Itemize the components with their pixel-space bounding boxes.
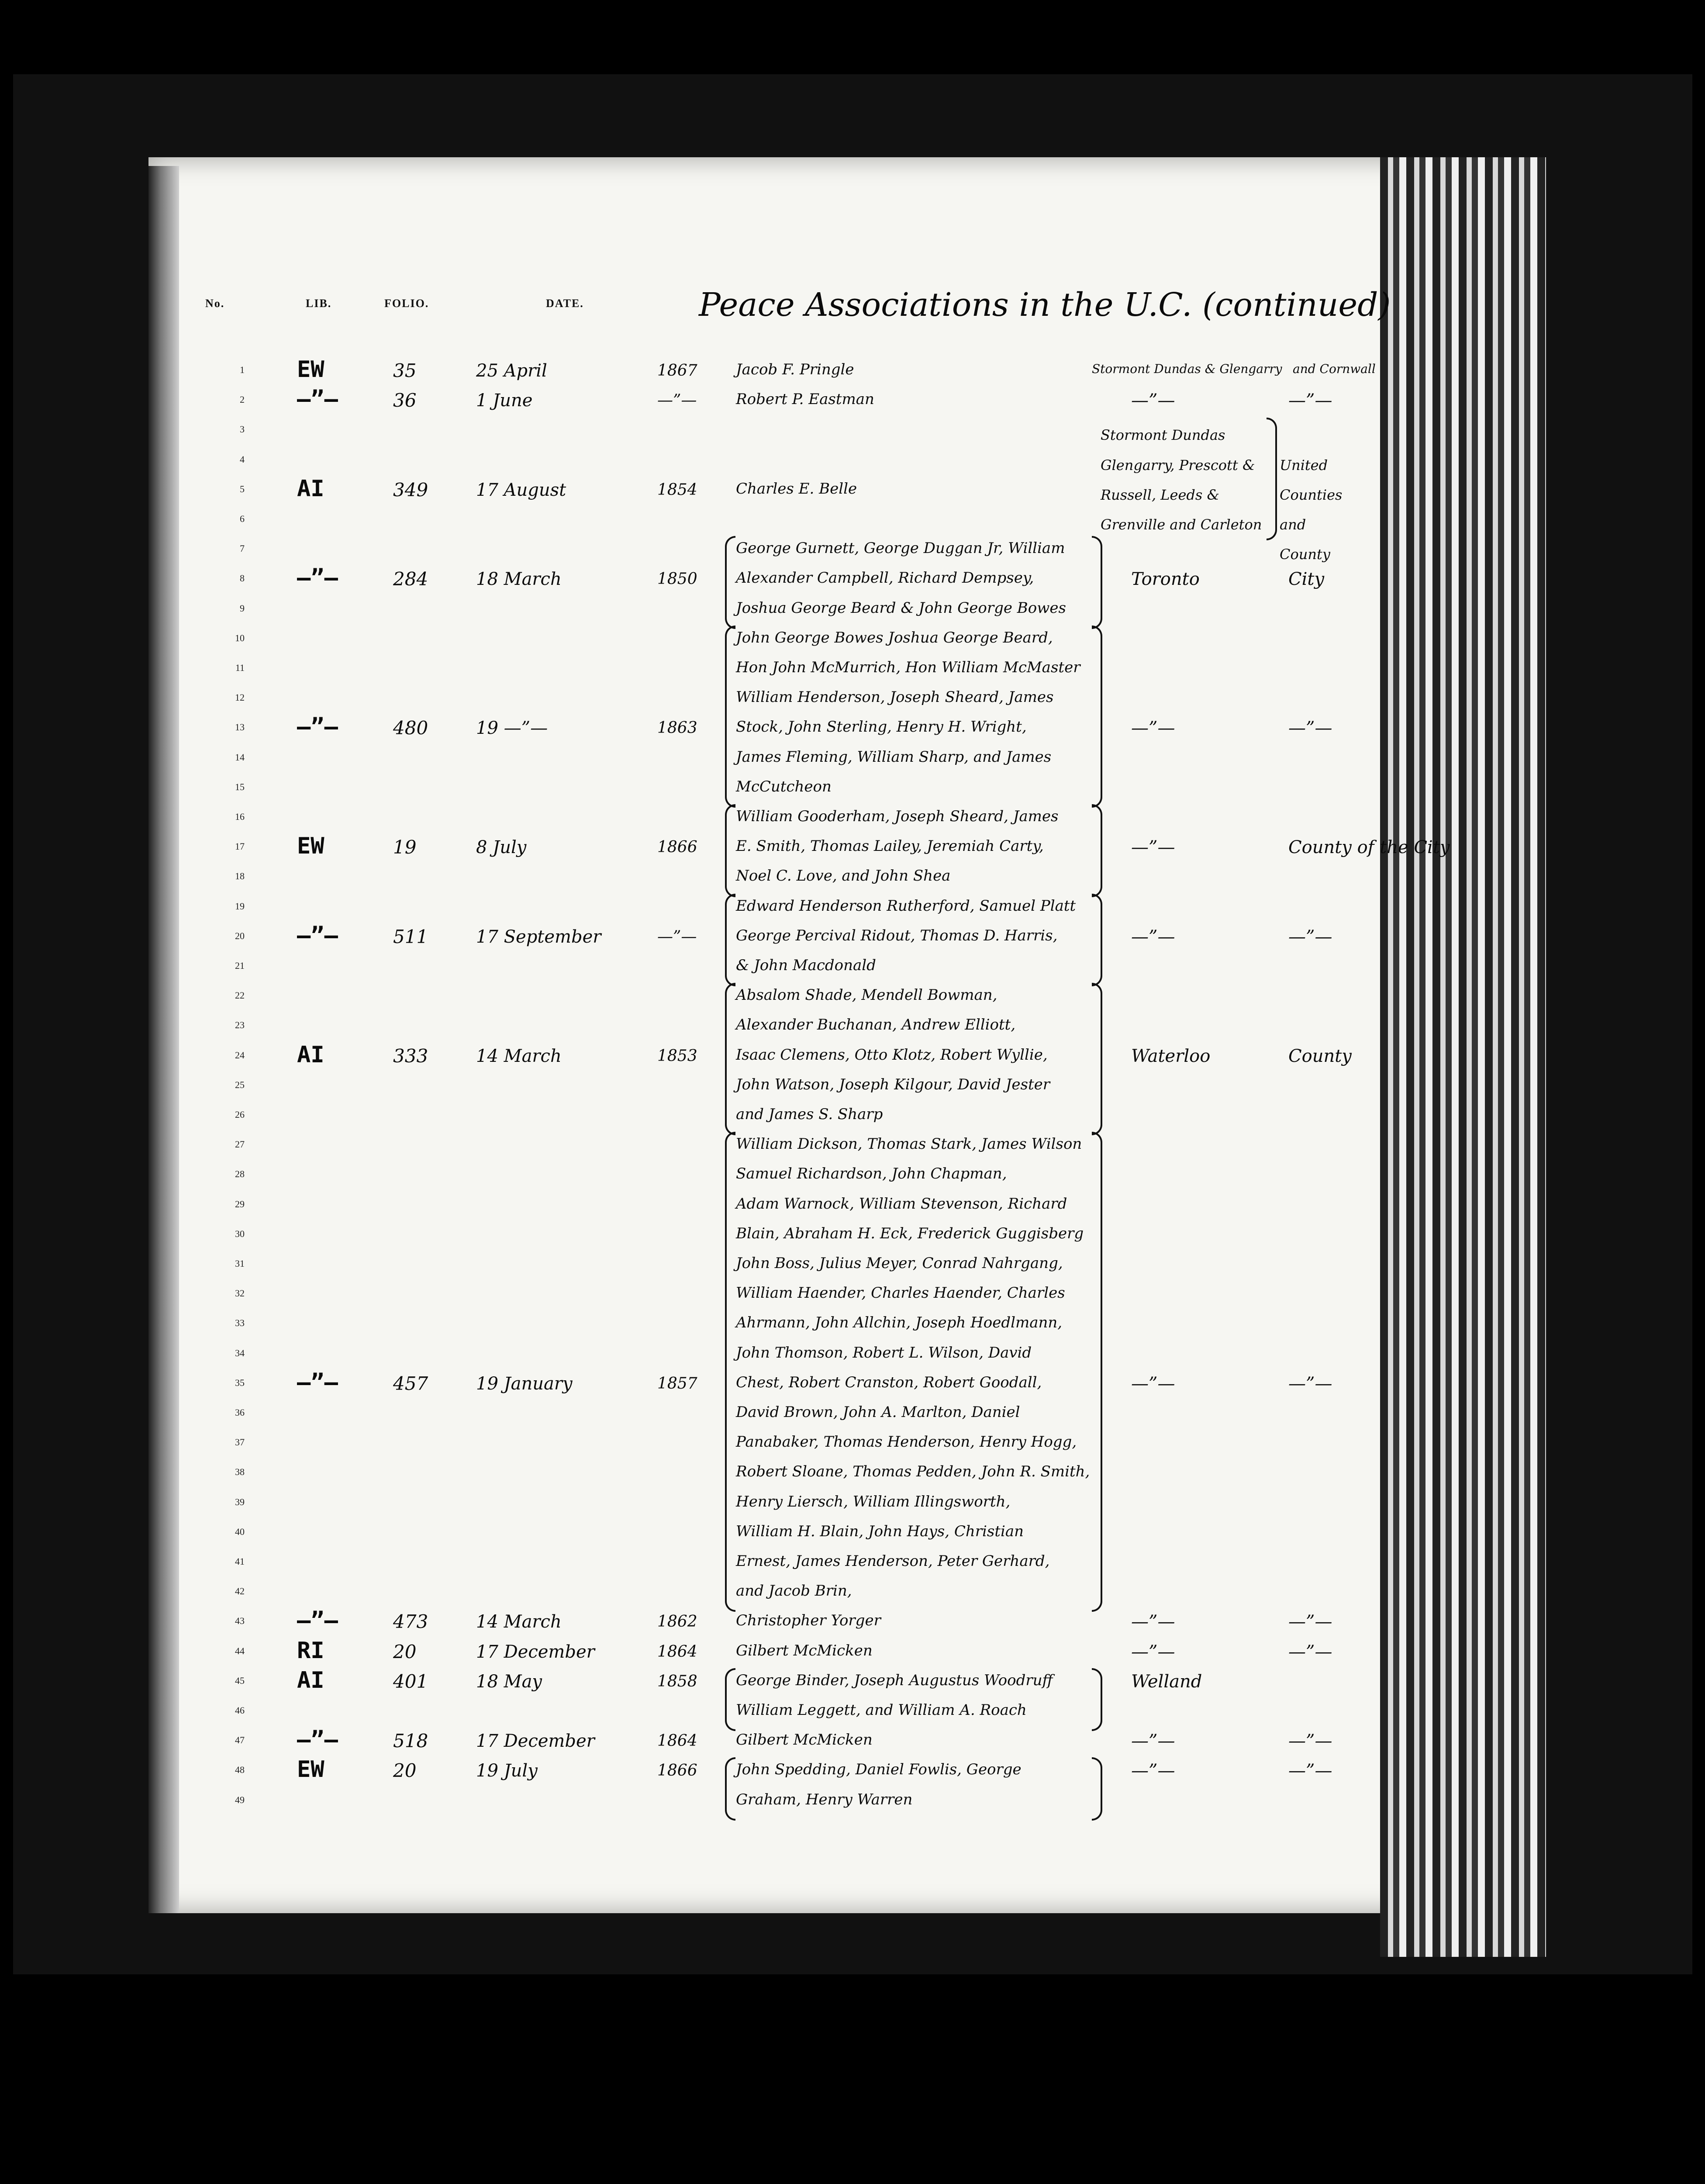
row-number: 41 [235, 1556, 245, 1567]
entry-lib: AI [297, 475, 324, 502]
entry-lib: —”— [297, 565, 338, 591]
entry-place: —”— [1131, 926, 1175, 947]
entry-place: Welland [1131, 1671, 1202, 1692]
entry-name-line: Edward Henderson Rutherford, Samuel Platt [736, 897, 1076, 915]
entry-region: —”— [1288, 1612, 1332, 1632]
entry-date: 17 August [476, 480, 566, 500]
names-brace [725, 536, 735, 629]
entry-folio: 20 [393, 1641, 417, 1662]
entry-name-line: William H. Blain, John Hays, Christian [736, 1522, 1024, 1540]
entry-region: —”— [1288, 390, 1332, 411]
entry-name-line: Robert Sloane, Thomas Pedden, John R. Smith, [736, 1463, 1090, 1481]
entry-name-line: & John Macdonald [736, 957, 876, 974]
entry-place: Stormont Dundas & Glengarry [1092, 362, 1282, 376]
entry-name-line: Hon John McMurrich, Hon William McMaster [736, 659, 1080, 676]
entry-region: —”— [1288, 1641, 1332, 1662]
row-number: 35 [235, 1377, 245, 1388]
entry-name-line: E. Smith, Thomas Lailey, Jeremiah Carty, [736, 837, 1044, 855]
entry-name-line: William Dickson, Thomas Stark, James Wilson [736, 1135, 1082, 1153]
entry-folio: 518 [393, 1730, 428, 1752]
names-brace [725, 804, 735, 897]
row-number: 32 [235, 1288, 245, 1299]
row-number: 27 [235, 1139, 245, 1150]
entry-name-line: John George Bowes Joshua George Beard, [736, 629, 1053, 646]
entry-name-line: Stock, John Sterling, Henry H. Wright, [736, 718, 1027, 736]
entry-name-line: Chest, Robert Cranston, Robert Goodall, [736, 1373, 1042, 1391]
entry-name-line: Joshua George Beard & John George Bowes [736, 599, 1066, 617]
names-brace [725, 894, 735, 987]
entry-folio: 333 [393, 1045, 428, 1067]
entry-name-line: and James S. Sharp [736, 1106, 883, 1123]
entry-name-line: Gilbert McMicken [736, 1641, 873, 1659]
page-binding [148, 166, 179, 1913]
row-number: 17 [235, 841, 245, 852]
entry-year: —”— [657, 927, 697, 946]
row-number: 43 [235, 1615, 245, 1627]
row-number: 19 [235, 900, 245, 912]
entry-place: —”— [1131, 390, 1175, 411]
entry-year: 1864 [657, 1732, 697, 1750]
entry-lib: RI [297, 1637, 324, 1664]
row-number: 4 [240, 453, 245, 465]
entry-name-line: Charles E. Belle [736, 480, 857, 498]
entry-region: and Cornwall [1293, 362, 1376, 376]
entry-region: —”— [1288, 1373, 1332, 1394]
row-number: 47 [235, 1735, 245, 1746]
entry-date: 17 September [476, 926, 601, 947]
entry-date: 8 July [476, 837, 527, 858]
entry-lib: —”— [297, 1607, 338, 1634]
entry-name-line: Alexander Buchanan, Andrew Elliott, [736, 1016, 1016, 1034]
entry-lib: —”— [297, 714, 338, 740]
row-number: 8 [240, 573, 245, 584]
row-number: 13 [235, 722, 245, 733]
entry-name-line: and Jacob Brin, [736, 1582, 852, 1600]
row-number: 2 [240, 394, 245, 405]
entry-name-line: William Leggett, and William A. Roach [736, 1701, 1027, 1719]
entry-name-line: Samuel Richardson, John Chapman, [736, 1165, 1007, 1183]
row-number: 9 [240, 602, 245, 614]
entry-name-line: David Brown, John A. Marlton, Daniel [736, 1403, 1020, 1421]
entry-place: —”— [1131, 718, 1175, 739]
entry-name-line: Absalom Shade, Mendell Bowman, [736, 986, 997, 1004]
names-brace [1092, 983, 1102, 1135]
entry-lib: EW [297, 833, 324, 860]
entry-date: 19 —”— [476, 718, 548, 739]
row-number: 37 [235, 1437, 245, 1448]
row-number: 36 [235, 1407, 245, 1418]
entry-name-line: John Spedding, Daniel Fowlis, George [736, 1761, 1022, 1779]
entry-date: 19 July [476, 1761, 538, 1781]
entry-region: —”— [1288, 926, 1332, 947]
entry-place: —”— [1131, 837, 1175, 858]
page-title: Peace Associations in the U.C. (continued) [699, 286, 1391, 324]
entry-place: —”— [1131, 1373, 1175, 1394]
entry-name-line: Blain, Abraham H. Eck, Frederick Guggisberg [736, 1224, 1084, 1242]
entry-folio: 457 [393, 1372, 428, 1394]
names-brace [725, 983, 735, 1135]
entry-place: —”— [1131, 1641, 1175, 1662]
row-number: 6 [240, 513, 245, 524]
row-number: 12 [235, 692, 245, 703]
row-number: 3 [240, 424, 245, 435]
names-brace [725, 625, 735, 808]
entry-year: 1863 [657, 719, 697, 737]
entry-folio: 473 [393, 1611, 428, 1633]
entry-lib: AI [297, 1041, 324, 1068]
names-brace [725, 1132, 735, 1612]
entry-date: 25 April [476, 361, 547, 381]
row-number: 23 [235, 1019, 245, 1031]
entry-lib: —”— [297, 922, 338, 949]
entry-year: 1850 [657, 570, 697, 588]
row-number: 21 [235, 960, 245, 971]
header-folio: FOLIO. [384, 297, 429, 310]
row-number: 10 [235, 632, 245, 643]
entry-region: —”— [1288, 1731, 1332, 1752]
entry-folio: 401 [393, 1670, 428, 1692]
entry-region: County of the City [1288, 837, 1450, 858]
entry-folio: 349 [393, 479, 428, 501]
entry-name-line: Graham, Henry Warren [736, 1790, 913, 1808]
entry-name-line: Ahrmann, John Allchin, Joseph Hoedlmann, [736, 1314, 1063, 1332]
entry-name-line: Gilbert McMicken [736, 1731, 873, 1749]
entry-year: 1867 [657, 362, 697, 380]
row-number: 11 [235, 662, 245, 673]
entry-name-line: John Thomson, Robert L. Wilson, David [736, 1344, 1032, 1362]
entry-folio: 511 [393, 926, 428, 947]
entry-name-line: Christopher Yorger [736, 1612, 881, 1630]
entry-name-line: William Gooderham, Joseph Sheard, James [736, 808, 1059, 825]
entry-folio: 480 [393, 717, 428, 739]
entry-lib: —”— [297, 1369, 338, 1396]
row-number: 31 [235, 1258, 245, 1269]
entry-name-line: Panabaker, Thomas Henderson, Henry Hogg, [736, 1433, 1077, 1451]
entry-date: 18 March [476, 569, 562, 590]
entry-date: 18 May [476, 1671, 542, 1692]
entry-place: Toronto [1131, 569, 1200, 590]
entry-folio: 284 [393, 568, 428, 590]
entry-name-line: Henry Liersch, William Illingsworth, [736, 1493, 1011, 1510]
entry-place: —”— [1131, 1761, 1175, 1781]
entry-folio: 35 [393, 360, 417, 381]
row-number: 34 [235, 1347, 245, 1358]
entry-year: 1866 [657, 1762, 697, 1780]
entry-year: —”— [657, 391, 697, 410]
entry-year: 1866 [657, 838, 697, 857]
row-number: 44 [235, 1645, 245, 1656]
entry-date: 14 March [476, 1046, 562, 1066]
row-number: 24 [235, 1049, 245, 1061]
row-number: 26 [235, 1109, 245, 1120]
row-number: 18 [235, 871, 245, 882]
entry-name-line: Robert P. Eastman [736, 390, 874, 408]
names-brace [725, 1668, 735, 1731]
row-number: 48 [235, 1764, 245, 1776]
entry-year: 1853 [657, 1047, 697, 1065]
row-number: 33 [235, 1317, 245, 1329]
entry-name-line: Alexander Campbell, Richard Dempsey, [736, 569, 1034, 587]
entry-region: —”— [1288, 1761, 1332, 1781]
row-number: 20 [235, 930, 245, 941]
row-number: 49 [235, 1794, 245, 1805]
entry-year: 1862 [657, 1613, 697, 1631]
entry-folio: 20 [393, 1760, 417, 1782]
entry-name-line: Noel C. Love, and John Shea [736, 867, 951, 885]
names-brace [1092, 1132, 1102, 1612]
row-number: 15 [235, 781, 245, 792]
entry-date: 14 March [476, 1612, 562, 1632]
entry-name-line: William Haender, Charles Haender, Charles [736, 1284, 1065, 1302]
entry-date: 17 December [476, 1731, 595, 1752]
row-number: 38 [235, 1466, 245, 1478]
entry-year: 1857 [657, 1374, 697, 1393]
entry-name-line: John Boss, Julius Meyer, Conrad Nahrgang, [736, 1254, 1063, 1272]
row-number: 30 [235, 1228, 245, 1239]
entry-name-line: George Binder, Joseph Augustus Woodruff [736, 1671, 1053, 1689]
entry-place: Stormont Dundas Glengarry, Prescott & Russell, Leeds & Grenville and Carleton [1101, 427, 1262, 533]
entry-lib: EW [297, 356, 324, 383]
header-no: No. [205, 297, 225, 310]
entry-lib: EW [297, 1756, 324, 1783]
entry-name-line: George Gurnett, George Duggan Jr, William [736, 539, 1065, 557]
entry-name-line: Jacob F. Pringle [736, 361, 854, 378]
entry-name-line: George Percival Ridout, Thomas D. Harris, [736, 926, 1058, 944]
entry-region: County [1288, 1046, 1352, 1066]
entry-region: —”— [1288, 718, 1332, 739]
entry-lib: —”— [297, 1727, 338, 1753]
entry-name-line: William Henderson, Joseph Sheard, James [736, 688, 1054, 706]
names-brace [1092, 1668, 1102, 1731]
header-lib: LIB. [306, 297, 332, 310]
row-number: 7 [240, 543, 245, 554]
entry-place: Waterloo [1131, 1046, 1211, 1066]
row-number: 29 [235, 1198, 245, 1209]
entry-date: 17 December [476, 1641, 595, 1662]
entry-name-line: Adam Warnock, William Stevenson, Richard [736, 1195, 1067, 1213]
names-brace [725, 1757, 735, 1820]
row-number: 45 [235, 1675, 245, 1686]
page-stack-edge [1380, 157, 1546, 1957]
entry-lib: —”— [297, 386, 338, 413]
entry-lib: AI [297, 1667, 324, 1693]
place-brace [1267, 418, 1277, 540]
entry-place: —”— [1131, 1731, 1175, 1752]
row-number: 14 [235, 751, 245, 763]
names-brace [1092, 625, 1102, 808]
entry-date: 19 January [476, 1373, 573, 1394]
entry-date: 1 June [476, 390, 533, 411]
entry-year: 1858 [657, 1672, 697, 1690]
row-number: 1 [240, 364, 245, 375]
row-number: 42 [235, 1586, 245, 1597]
names-brace [1092, 804, 1102, 897]
entry-region: United Counties and County [1280, 456, 1343, 563]
row-number: 22 [235, 990, 245, 1001]
entry-region: City [1288, 569, 1325, 590]
entry-name-line: James Fleming, William Sharp, and James [736, 748, 1052, 766]
row-number: 25 [235, 1079, 245, 1090]
row-number: 28 [235, 1168, 245, 1180]
entry-name-line: McCutcheon [736, 778, 832, 795]
entry-folio: 19 [393, 836, 417, 858]
names-brace [1092, 894, 1102, 987]
entry-place: —”— [1131, 1612, 1175, 1632]
names-brace [1092, 1757, 1102, 1820]
row-number: 16 [235, 811, 245, 822]
entry-year: 1864 [657, 1642, 697, 1661]
names-brace [1092, 536, 1102, 629]
header-date: DATE. [546, 297, 584, 310]
entry-name-line: Ernest, James Henderson, Peter Gerhard, [736, 1552, 1050, 1570]
row-number: 40 [235, 1526, 245, 1537]
row-number: 39 [235, 1496, 245, 1507]
entry-name-line: Isaac Clemens, Otto Klotz, Robert Wyllie, [736, 1046, 1048, 1064]
row-number: 5 [240, 483, 245, 494]
row-number: 46 [235, 1705, 245, 1716]
entry-folio: 36 [393, 390, 417, 411]
entry-year: 1854 [657, 480, 697, 499]
entry-name-line: John Watson, Joseph Kilgour, David Jester [736, 1075, 1050, 1093]
